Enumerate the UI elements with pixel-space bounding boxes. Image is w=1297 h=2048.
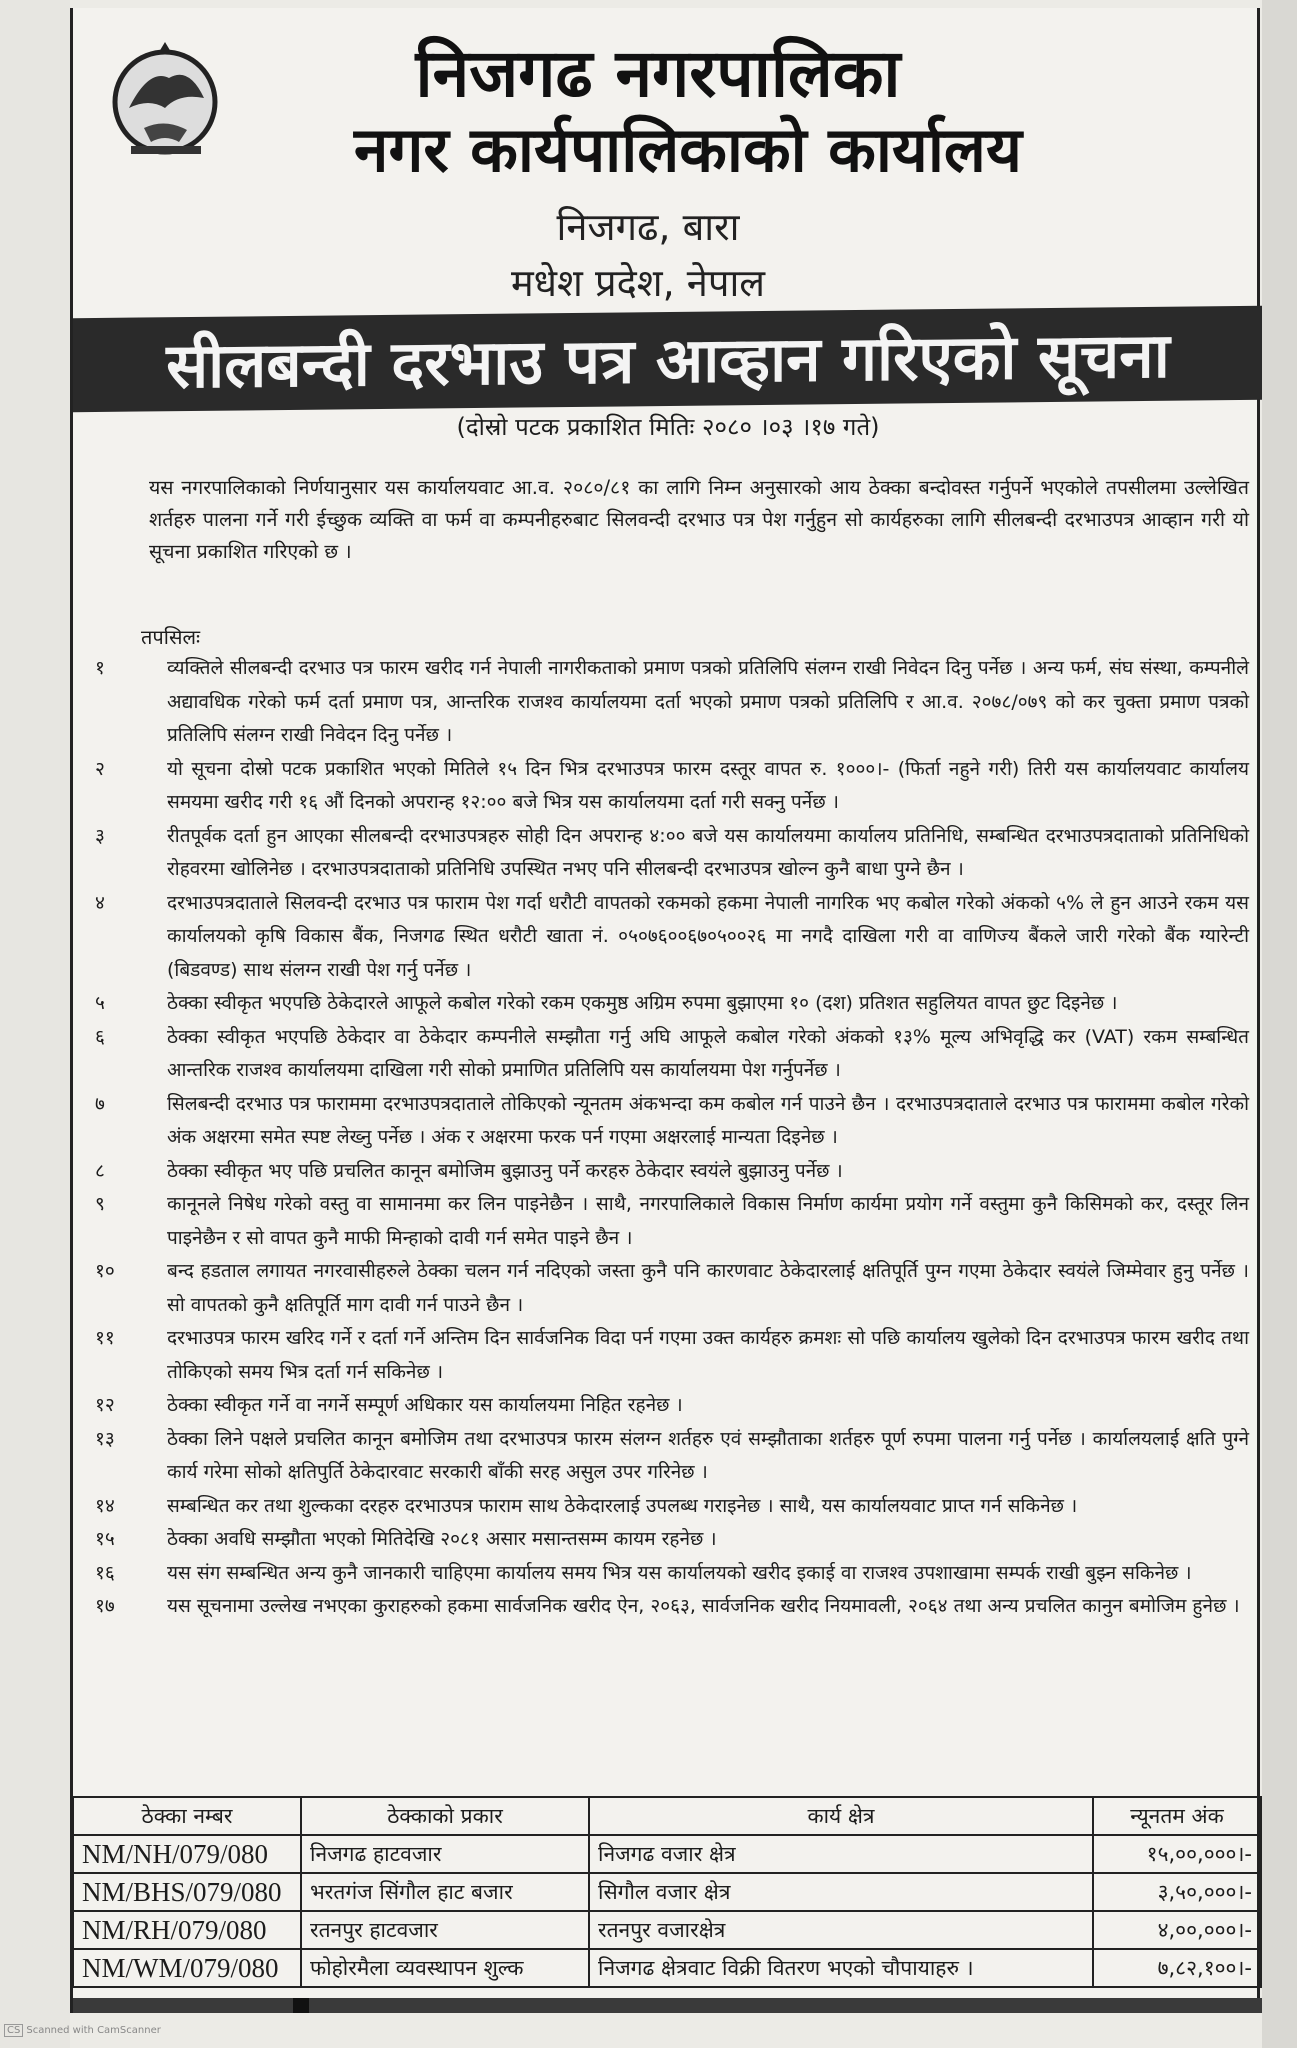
conditions-list (91, 652, 1249, 1624)
condition-number: ५ (95, 992, 105, 1014)
condition-item (91, 1590, 1249, 1624)
minimum-amount: ३,५०,०००।- (1093, 1873, 1261, 1911)
contract-type: फोहोरमैला व्यवस्थापन शुल्क (301, 1949, 589, 1987)
contract-number: NM/BHS/079/080 (73, 1873, 301, 1911)
condition-item (91, 1557, 1249, 1591)
column-header: न्यूनतम अंक (1093, 1797, 1261, 1835)
table-row (73, 1911, 1261, 1949)
condition-item (91, 987, 1249, 1021)
condition-number: ९ (95, 1193, 105, 1215)
condition-number: ७ (95, 1092, 105, 1115)
bottom-border (73, 1998, 1263, 2013)
condition-number: १३ (95, 1427, 115, 1450)
condition-item (91, 1255, 1249, 1322)
scanner-text: Scanned with CamScanner (26, 2025, 161, 2036)
condition-item (91, 1423, 1249, 1490)
condition-number: ११ (95, 1327, 115, 1349)
column-header: ठेक्का नम्बर (73, 1797, 301, 1835)
minimum-amount: ७,८२,१००।- (1093, 1949, 1261, 1987)
intro-paragraph: यस नगरपालिकाको निर्णयानुसार यस कार्यालयवाट आ.व. २०८०/८१ का लागि निम्न अनुसारको आय ठेक्का बन्दोवस्त गर्नुपर्ने भएकोले तपसीलमा उल्लेखित शर्तहरु पालना गर्ने गरी ईच्छुक व्यक्ति वा फर्म वा कम्पनीहरुबाट सिलवन्दी दरभाउ पत्र पेश गर्नुहुन सो कार्यहरुका लागि सीलबन्दी दरभाउपत्र आव्हान गरी यो सूचना प्रकाशित गरिएको छ । (149, 476, 1249, 563)
condition-number: १० (95, 1260, 115, 1282)
work-area: निजगढ वजार क्षेत्र (589, 1835, 1093, 1873)
condition-text: ठेक्का स्वीकृत भए पछि प्रचलित कानून बमोजिम बुझाउनु पर्ने करहरु ठेकेदार स्वयंले बुझाउनु पर्नेछ । (167, 1159, 843, 1182)
condition-text: यस संग सम्बन्धित अन्य कुनै जानकारी चाहिएमा कार्यालय समय भित्र यस कार्यालयको खरीद इकाई वा राजश्व उपशाखामा सम्पर्क राखी बुझ्न सकिनेछ । (167, 1561, 1192, 1584)
condition-number: १२ (95, 1394, 115, 1416)
notice-title: सीलबन्दी दरभाउ पत्र आव्हान गरिएको सूचना (73, 306, 1263, 412)
condition-text: सम्बन्धित कर तथा शुल्कका दरहरु दरभाउपत्र फाराम साथ ठेकेदारलाई उपलब्ध गराइनेछ । साथै, यस कार्यालयवाट प्राप्त गर्न सकिनेछ । (167, 1494, 1078, 1517)
condition-number: १६ (95, 1561, 115, 1584)
condition-text: सिलबन्दी दरभाउ पत्र फाराममा दरभाउपत्रदाताले तोकिएको न्यूनतम अंकभन्दा कम कबोल गर्न पाउने छैन । दरभाउपत्रदाताले दरभाउ पत्र फाराममा कबोल गरेको अंक अक्षरमा समेत स्पष्ट लेख्नु पर्नेछ । अंक र अक्षरमा फरक पर्न गएमा अक्षरलाई मान्यता दिइनेछ । (167, 1092, 1249, 1148)
condition-text: ठेक्का अवधि सम्झौता भएको मितिदेखि २०८१ असार मसान्तसम्म कायम रहनेछ । (167, 1528, 717, 1550)
work-area: सिगौल वजार क्षेत्र (589, 1873, 1093, 1911)
bottom-mark (293, 1998, 309, 2013)
condition-text: ठेक्का लिने पक्षले प्रचलित कानून बमोजिम तथा दरभाउपत्र फारम संलग्न शर्तहरु एवं सम्झौताका शर्तहरु पूर्ण रुपमा पालना गर्नु पर्नेछ । कार्यालयलाई क्षति पुग्ने कार्य गरेमा सोको क्षतिपुर्ति ठेकेदारवाट सरकारी बाँकी सरह असुल उपर गरिनेछ । (167, 1427, 1249, 1483)
condition-item (91, 1021, 1249, 1088)
location: निजगढ, बारा (556, 205, 740, 249)
condition-text: ठेक्का स्वीकृत भएपछि ठेकेदारले आफूले कबोल गरेको रकम एकमुष्ठ अग्रिम रुपमा बुझाएमा १० (दश) प्रतिशत सहुलियत वापत छुट दिइनेछ । (167, 992, 1118, 1014)
condition-text: बन्द हडताल लगायत नगरवासीहरुले ठेक्का चलन गर्न नदिएको जस्ता कुनै पनि कारणवाट ठेकेदारलाई क्षतिपूर्ति पुग्न गएमा ठेकेदार स्वयंले जिम्मेवार हुनु पर्नेछ । सो वापतको कुनै क्षतिपूर्ति माग दावी गर्न पाउने छैन । (167, 1260, 1249, 1316)
condition-text: दरभाउपत्रदाताले सिलवन्दी दरभाउ पत्र फाराम पेश गर्दा धरौटी वापतको रकमको हकमा नेपाली नागरिक भए कबोल गरेको अंकको ५% ले हुन आउने रकम यस कार्यालयको कृषि विकास बैंक, निजगढ स्थित धरौटी खाता नं. ०५०७६००६७०५००२६ मा नगदै दाखिला गरी वा वाणिज्य बैंकले जारी गरेको बैंक ग्यारेन्टी (बिडवण्ड) साथ संलग्न राखी पेश गर्नु पर्नेछ । (167, 891, 1249, 981)
condition-text: कानूनले निषेध गरेको वस्तु वा सामानमा कर लिन पाइनेछैन । साथै, नगरपालिकाले विकास निर्माण कार्यमा प्रयोग गर्ने वस्तुमा कुनै किसिमको कर, दस्तूर लिन पाइनेछैन र सो वापत कुनै माफी मिन्हाको दावी गर्न समेत पाइने छैन । (167, 1193, 1249, 1249)
contract-type: भरतगंज सिंगौल हाट बजार (301, 1873, 589, 1911)
condition-text: रीतपूर्वक दर्ता हुन आएका सीलबन्दी दरभाउपत्रहरु सोही दिन अपरान्ह ४:०० बजे यस कार्यालयमा कार्यालय प्रतिनिधि, सम्बन्धित दरभाउपत्रदाताको प्रतिनिधिको रोहवरमा खोलिनेछ । दरभाउपत्रदाताको प्रतिनिधि उपस्थित नभए पनि सीलबन्दी दरभाउपत्र खोल्न कुनै बाधा पुग्ने छैन । (167, 824, 1249, 880)
column-header: ठेक्काको प्रकार (301, 1797, 589, 1835)
condition-item (91, 652, 1249, 753)
contract-type: रतनपुर हाटवजार (301, 1911, 589, 1949)
contract-number: NM/WM/079/080 (73, 1949, 301, 1987)
table-row (73, 1873, 1261, 1911)
condition-item (91, 1389, 1249, 1423)
adjacent-page-edge (1262, 0, 1297, 2048)
condition-item (91, 1322, 1249, 1389)
condition-text: ठेक्का स्वीकृत गर्ने वा नगर्ने सम्पूर्ण अधिकार यस कार्यालयमा निहित रहनेछ । (167, 1394, 683, 1416)
publication-date: (दोस्रो पटक प्रकाशित मितिः २०८० ।०३ ।१७ गते) (456, 413, 880, 441)
condition-number: ३ (95, 824, 105, 847)
contract-number: NM/NH/079/080 (73, 1835, 301, 1873)
condition-item (91, 1490, 1249, 1524)
conditions-heading: तपसिलः (141, 625, 201, 649)
province: मधेश प्रदेश, नेपाल (510, 261, 766, 305)
condition-number: ८ (95, 1159, 105, 1182)
table-row (73, 1949, 1261, 1987)
contracts-table (72, 1796, 1262, 1988)
condition-number: १ (95, 657, 105, 679)
office-name: नगर कार्यपालिकाको कार्यालय (354, 113, 1022, 186)
condition-text: यस सूचनामा उल्लेख नभएका कुराहरुको हकमा सार्वजनिक खरीद ऐन, २०६३, सार्वजनिक खरीद नियमावली, २०६४ तथा अन्य प्रचलित कानुन बमोजिम हुनेछ । (167, 1595, 1240, 1617)
minimum-amount: ४,००,०००।- (1093, 1911, 1261, 1949)
condition-text: ठेक्का स्वीकृत भएपछि ठेकेदार वा ठेकेदार कम्पनीले सम्झौता गर्नु अघि आफूले कबोल गरेको अंकको १३% मूल्य अभिवृद्धि कर (VAT) रकम सम्बन्धित आन्तरिक राजश्व कार्यालयमा दाखिला गरी सोको प्रमाणित प्रतिलिपि यस कार्यालयमा पेश गर्नुपर्नेछ । (167, 1025, 1249, 1081)
condition-number: ६ (95, 1025, 105, 1048)
condition-text: दरभाउपत्र फारम खरिद गर्ने र दर्ता गर्ने अन्तिम दिन सार्वजनिक विदा पर्न गएमा उक्त कार्यहरु क्रमशः सो पछि कार्यालय खुलेको दिन दरभाउपत्र फारम खरीद तथा तोकिएको समय भित्र दर्ता गर्न सकिनेछ । (167, 1327, 1249, 1383)
column-header: कार्य क्षेत्र (589, 1797, 1093, 1835)
condition-text: व्यक्तिले सीलबन्दी दरभाउ पत्र फारम खरीद गर्न नेपाली नागरीकताको प्रमाण पत्रको प्रतिलिपि संलग्न राखी निवेदन दिनु पर्नेछ । अन्य फर्म, संघ संस्था, कम्पनीले अद्यावधिक गरेको फर्म दर्ता प्रमाण पत्र, आन्तरिक राजश्व कार्यालयमा दर्ता भएको प्रमाण पत्रको प्रतिलिपि र आ.व. २०७८/०७९ को कर चुक्ता प्रमाण पत्रको प्रतिलिपि संलग्न राखी निवेदन दिनु पर्नेछ । (167, 657, 1249, 746)
condition-number: १७ (95, 1595, 115, 1617)
condition-item (91, 753, 1249, 820)
condition-item (91, 1155, 1249, 1189)
condition-number: १४ (95, 1494, 115, 1517)
scanner-watermark (4, 2024, 161, 2037)
work-area: रतनपुर वजारक्षेत्र (589, 1911, 1093, 1949)
minimum-amount: १५,००,०००।- (1093, 1835, 1261, 1873)
scanner-logo: CS (4, 2024, 23, 2037)
table-row (73, 1835, 1261, 1873)
condition-number: २ (95, 757, 105, 780)
table-header-row (73, 1797, 1261, 1835)
work-area: निजगढ क्षेत्रवाट विक्री वितरण भएको चौपायाहरु । (589, 1949, 1093, 1987)
condition-number: ४ (95, 891, 105, 914)
condition-text: यो सूचना दोस्रो पटक प्रकाशित भएको मितिले १५ दिन भित्र दरभाउपत्र फारम दस्तूर वापत रु. १०००।- (फिर्ता नहुने गरी) तिरी यस कार्यालयवाट कार्यालय समयमा खरीद गरी १६ औं दिनको अपरान्ह १२:०० बजे भित्र यस कार्यालयमा दर्ता गरी सक्नु पर्नेछ । (167, 757, 1249, 813)
condition-number: १५ (95, 1528, 115, 1550)
contract-number: NM/RH/079/080 (73, 1911, 301, 1949)
org-name: निजगढ नगरपालिका (415, 35, 901, 112)
condition-item (91, 1088, 1249, 1155)
condition-item (91, 820, 1249, 887)
condition-item (91, 887, 1249, 988)
condition-item (91, 1523, 1249, 1557)
condition-item (91, 1188, 1249, 1255)
contract-type: निजगढ हाटवजार (301, 1835, 589, 1873)
notice-sheet (70, 8, 1260, 2013)
